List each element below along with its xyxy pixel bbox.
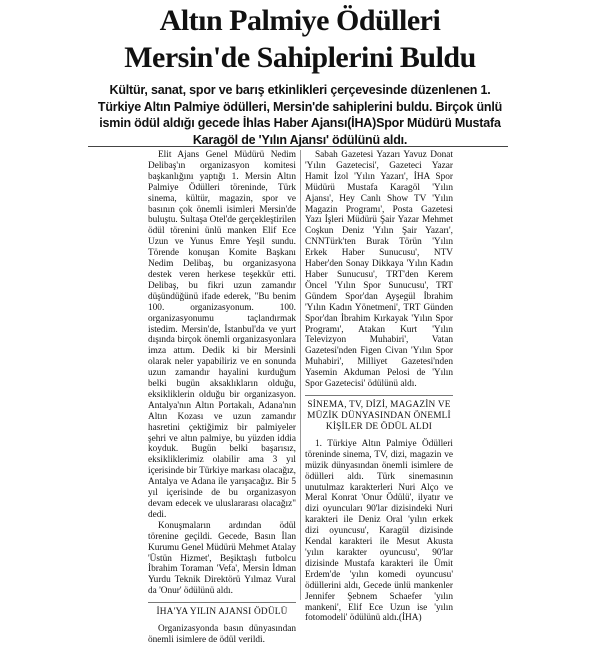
lead-paragraph: Kültür, sanat, spor ve barış etkinlikleri çerçevesinde düzenlenen 1. Türkiye Altın Palmiye ödülleri, Mersin'de sahiplerini buldu. Birçok ünlü ismin ödül aldığı gecede İhlas Haber Ajansı(İHA)Spor Müdürü Mustafa Karagöl de 'Yılın Ajansı' ödülünü aldı.: [97, 83, 503, 147]
right-column: [305, 150, 453, 624]
headline-line-2: Mersin'de Sahiplerini Buldu: [124, 41, 476, 74]
article-body: [148, 150, 454, 646]
left-paragraph-1: Elit Ajans Genel Müdürü Nedim Delibaş'ın organizasyon komitesi başkanlığını yaptığı 1. Mersin Altın Palmiye Ödülleri töreninde, Türk sinema, kültür, magazin, spor ve basının çok önemli isimleri Mersin'de buluştu. Sultaşa Otel'de gerçekleştirilen ödül törenini ünlü manken Elif Ece Uzun ve Yunus Emre Yeşil sundu. Törende konuşan Komite Başkanı Nedim Delibaş, bu organizasyona destek veren herkese teşekkür etti. Delibaş, bu fikri uzun zamandır düşündüğünü ifade ederek, "Bu benim 100. organizasyonum. 100. organizasyonumu taçlandırmak istedim. Mersin'de, İstanbul'da ve yurt dışında birçok önemli organizasyonlara imza attım. Dedik ki bir Mersinli olarak neler yapabiliriz ve en sonunda uzun zamandır hayalini kurduğum belki bugün aksaklıkların olduğu, eksikliklerin olduğu bir organizasyon. Antalya'nın Altın Portakalı, Adana'nın Altın Kozası ve uzun zamandır hasretini çektiğimiz bir palmiyeler şehri ve altın palmiye, bu yüzden iddia koyduk. Bugün belki başarısız, eksikliklerimiz olabilir ama 3 yıl içerisinde bir Türkiye markası olacağız, Antalya ve Adana ile yarışacağız. Bir 5 yıl içerisinde de bu organizasyon devam edecek ve uluslararası olacağız" dedi.: [148, 150, 296, 520]
right-paragraph-1: Sabah Gazetesi Yazarı Yavuz Donat 'Yılın Gazetecisi', Gazeteci Yazar Hamit İzol 'Yılın Yazarı', İHA Spor Müdürü Mustafa Karagöl 'Yılın Ajansı', Hey Canlı Show TV 'Yılın Magazin Programı', Posta Gazetesi Yazı İşleri Müdürü Şair Yazar Mehmet Coşkun Deniz 'Yılın Şair Yazarı', CNNTürk'ten Burak Törün 'Yılın Erkek Haber Sunucusu', NTV Haber'den Sonay Dikkaya 'Yılın Kadın Haber Sunucusu', TRT'den Kerem Öncel 'Yılın Spor Sunucusu', TRT Gündem Spor'dan Ayşegül İbrahim 'Yılın Kadın Yönetmeni', TRT Günden Spor'dan İbrahim Kırkayak 'Yılın Spor Programı', Atakan Kurt 'Yılın Televizyon Muhabiri', Vatan Gazetesi'nden Figen Civan 'Yılın Spor Muhabiri', Milliyet Gazetesi'nden Yasemin Akduman Pelosi de 'Yılın Spor Gazetecisi' ödülünü aldı.: [305, 150, 453, 390]
right-paragraph-2: 1. Türkiye Altın Palmiye Ödülleri töreninde sinema, TV, dizi, magazin ve müzik dünyasından önemli isimlere de ödülleri aldı. Türk sinemasının unutulmaz karakterleri Nuri Alço ve Meral Konrat 'Onur Ödülü', ilyatır ve dizi oyuncuları 90'lar dizisindeki Nuri karakteri ile Deniz Oral 'yılın erkek dizi oyuncusu', Karagül dizisinde Kendal karakteri ile Mesut Akusta 'yılın karakter oyuncusu', 90'lar dizisinde Mustafa karakteri ile Ümit Erdem'de 'yılın komedi oyuncusu' ödüllerini aldı, Gecede ünlü mankenler Jennifer Şebnem Schaefer 'yılın mankeni', Elif Ece Uzun ise 'yılın fotomodeli' ödülünü aldı.(İHA): [305, 438, 453, 624]
left-column: [148, 150, 296, 646]
left-paragraph-2: Konuşmaların ardından ödül törenine geçildi. Gecede, Basın İlan Kurumu Genel Müdürü Mehmet Atalay 'Üstün Hizmet', Beşiktaşlı futbolcu İbrahim Toraman 'Vefa', Mersin İdman Yurdu Teknik Direktörü Yılmaz Vural da 'Onur' ödülünü aldı.: [148, 520, 296, 597]
lead-divider: [88, 146, 508, 147]
headline-line-1: Altın Palmiye Ödülleri: [159, 4, 441, 37]
right-subheading: SİNEMA, TV, DİZİ, MAGAZİN VE MÜZİK DÜNYASINDAN ÖNEMLİ KİŞİLER DE ÖDÜL ALDI: [305, 395, 453, 433]
column-divider: [300, 150, 301, 600]
left-paragraph-3: Organizasyonda basın dünyasından önemli isimlere de ödül verildi.: [148, 624, 296, 646]
left-subheading: İHA'YA YILIN AJANSI ÖDÜLÜ: [148, 602, 296, 618]
headline: [0, 0, 600, 76]
